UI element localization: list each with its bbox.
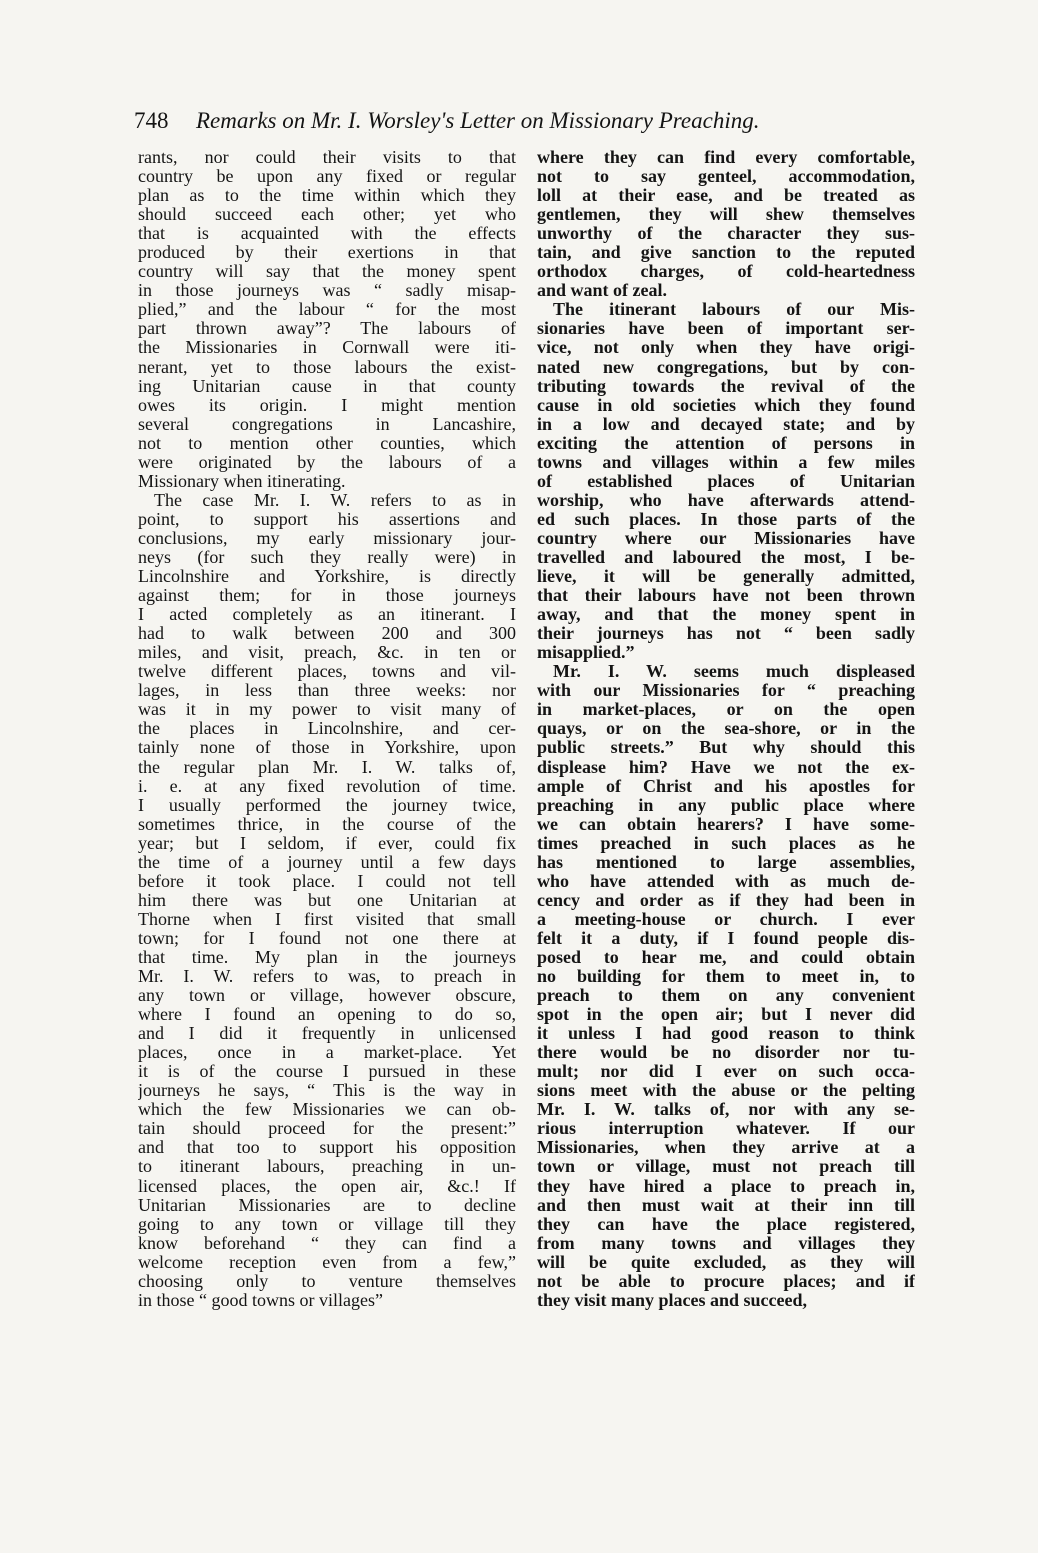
text-line: of established places of Unitarian	[537, 471, 915, 491]
text-line: I usually performed the journey twice,	[138, 795, 516, 815]
text-line: sometimes thrice, in the course of the	[138, 814, 516, 834]
text-line: displease him? Have we not the ex-	[537, 757, 915, 777]
text-line: and I did it frequently in unlicensed	[138, 1024, 516, 1044]
text-line: vice, not only when they have origi-	[537, 338, 915, 358]
text-line: posed to hear me, and could obtain	[537, 947, 915, 967]
text-line: the time of a journey until a few days	[138, 852, 516, 872]
text-line: country be upon any fixed or regular	[138, 167, 516, 187]
text-line: that their labours have not been thrown	[537, 586, 915, 606]
text-line: i. e. at any fixed revolution of time.	[138, 776, 516, 796]
text-line: against them; for in those journeys	[138, 586, 516, 606]
text-line: rious interruption whatever. If our	[537, 1119, 915, 1139]
text-line: not be able to procure places; and if	[537, 1271, 915, 1291]
text-line: part thrown away”? The labours of	[138, 319, 516, 339]
text-line: towns and villages within a few miles	[537, 452, 915, 472]
text-line: ing Unitarian cause in that county	[138, 376, 516, 396]
text-line: Mr. I. W. refers to was, to preach in	[138, 967, 516, 987]
text-line: produced by their exertions in that	[138, 243, 516, 263]
text-line: preach to them on any convenient	[537, 986, 915, 1006]
text-line: was it in my power to visit many of	[138, 700, 516, 720]
text-line: and that too to support his opposition	[138, 1138, 516, 1158]
text-line: country where our Missionaries have	[537, 528, 915, 548]
text-line: Mr. I. W. seems much displeased	[553, 662, 915, 682]
text-line: ample of Christ and his apostles for	[537, 776, 915, 796]
text-line: Thorne when I first visited that small	[138, 909, 516, 929]
running-head	[134, 106, 914, 136]
text-line: where I found an opening to do so,	[138, 1005, 516, 1025]
text-line: to itinerant labours, preaching in un-	[138, 1157, 516, 1177]
text-line: rants, nor could their visits to that	[138, 148, 516, 167]
text-line: from many towns and villages they	[537, 1233, 915, 1253]
text-line: which the few Missionaries we can ob-	[138, 1100, 516, 1120]
text-line: cency and order as if they had been in	[537, 890, 915, 910]
text-line: times preached in such places as he	[537, 833, 915, 853]
text-line: nated new congregations, but by con-	[537, 357, 915, 377]
text-line: any town or village, however obscure,	[138, 986, 516, 1006]
text-line: tributing towards the revival of the	[537, 376, 915, 396]
text-line: not to say genteel, accommodation,	[537, 167, 915, 187]
text-line: sionaries have been of important ser-	[537, 319, 915, 339]
text-line: it unless I had good reason to think	[537, 1024, 915, 1044]
text-line: public streets.” But why should this	[537, 738, 915, 758]
text-line: before it took place. I could not tell	[138, 871, 516, 891]
text-line: town; for I found not one there at	[138, 928, 516, 948]
text-line: felt it a duty, if I found people dis-	[537, 928, 915, 948]
text-line: quays, or on the sea-shore, or in the	[537, 719, 915, 739]
text-line: not to mention other counties, which	[138, 433, 516, 453]
text-line: the regular plan Mr. I. W. talks of,	[138, 757, 516, 777]
text-line: places, once in a market-place. Yet	[138, 1043, 516, 1063]
text-line: in market-places, or on the open	[537, 700, 915, 720]
text-line: they can have the place registered,	[537, 1214, 915, 1234]
text-line: country will say that the money spent	[138, 262, 516, 282]
text-line: mult; nor did I ever on such occa-	[537, 1062, 915, 1082]
text-line: with our Missionaries for “ preaching	[537, 681, 915, 701]
text-line: a meeting-house or church. I ever	[537, 909, 915, 929]
text-line: Lincolnshire and Yorkshire, is directly	[138, 567, 516, 587]
text-line: miles, and visit, preach, &c. in ten or	[138, 643, 516, 663]
text-line: in those “ good towns or villages”	[138, 1290, 383, 1310]
text-line: Missionaries, when they arrive at a	[537, 1138, 915, 1158]
text-line: had to walk between 200 and 300	[138, 624, 516, 644]
text-line: worship, who have afterwards attend-	[537, 490, 915, 510]
text-line: lages, in less than three weeks: nor	[138, 681, 516, 701]
text-line: spot in the open air; but I never did	[537, 1005, 915, 1025]
running-title: Remarks on Mr. I. Worsley's Letter on Missionary Preaching.	[196, 108, 760, 133]
text-line: town or village, must not preach till	[537, 1157, 915, 1177]
text-line: several congregations in Lancashire,	[138, 414, 516, 434]
text-line: lieve, it will be generally admitted,	[537, 567, 915, 587]
right-column	[537, 148, 915, 1310]
text-line: gentlemen, they will shew themselves	[537, 205, 915, 225]
text-line: preaching in any public place where	[537, 795, 915, 815]
text-line: orthodox charges, of cold-heartedness	[537, 262, 915, 282]
text-line: ed such places. In those parts of the	[537, 509, 915, 529]
text-line: twelve different places, towns and vil-	[138, 662, 516, 682]
text-line: has mentioned to large assemblies,	[537, 852, 915, 872]
text-line: should succeed each other; yet who	[138, 205, 516, 225]
text-line: plied,” and the labour “ for the most	[138, 300, 516, 320]
text-line: there would be no disorder nor tu-	[537, 1043, 915, 1063]
text-line: the Missionaries in Cornwall were iti-	[138, 338, 516, 358]
text-line: tain should proceed for the present:”	[138, 1119, 516, 1139]
text-line: know beforehand “ they can find a	[138, 1233, 516, 1253]
text-line: were originated by the labours of a	[138, 452, 516, 472]
text-line: point, to support his assertions and	[138, 509, 516, 529]
text-line: where they can find every comfortable,	[537, 148, 915, 167]
text-line: misapplied.”	[537, 643, 635, 663]
text-line: in a low and decayed state; and by	[537, 414, 915, 434]
text-line: and then must wait at their inn till	[537, 1195, 915, 1215]
text-line: licensed places, the open air, &c.! If	[138, 1176, 516, 1196]
text-line: sions meet with the abuse or the pelting	[537, 1081, 915, 1101]
text-line: we can obtain hearers? I have some-	[537, 814, 915, 834]
text-line: journeys he says, “ This is the way in	[138, 1081, 516, 1101]
text-line: year; but I seldom, if ever, could fix	[138, 833, 516, 853]
text-line: no building for them to meet in, to	[537, 967, 915, 987]
text-line: in those journeys was “ sadly misap-	[138, 281, 516, 301]
text-line: tainly none of those in Yorkshire, upon	[138, 738, 516, 758]
text-line: cause in old societies which they found	[537, 395, 915, 415]
text-line: The case Mr. I. W. refers to as in	[154, 490, 516, 510]
left-column	[138, 148, 516, 1310]
text-line: it is of the course I pursued in these	[138, 1062, 516, 1082]
text-line: Unitarian Missionaries are to decline	[138, 1195, 516, 1215]
text-line: exciting the attention of persons in	[537, 433, 915, 453]
text-line: tain, and give sanction to the reputed	[537, 243, 915, 263]
text-line: will be quite excluded, as they will	[537, 1252, 915, 1272]
text-line: welcome reception even from a few,”	[138, 1252, 516, 1272]
text-line: the places in Lincolnshire, and cer-	[138, 719, 516, 739]
text-line: choosing only to venture themselves	[138, 1271, 516, 1291]
text-line: The itinerant labours of our Mis-	[553, 300, 915, 320]
text-line: conclusions, my early missionary jour-	[138, 528, 516, 548]
text-line: travelled and laboured the most, I be-	[537, 547, 915, 567]
text-line: that is acquainted with the effects	[138, 224, 516, 244]
text-line: neys (for such they really were) in	[138, 547, 516, 567]
text-line: they visit many places and succeed,	[537, 1290, 807, 1310]
text-line: unworthy of the character they sus-	[537, 224, 915, 244]
text-line: going to any town or village till they	[138, 1214, 516, 1234]
text-line: their journeys has not “ been sadly	[537, 624, 915, 644]
text-line: him there was but one Unitarian at	[138, 890, 516, 910]
page-number: 748	[134, 108, 169, 133]
text-line: and want of zeal.	[537, 281, 667, 301]
text-line: owes its origin. I might mention	[138, 395, 516, 415]
text-line: loll at their ease, and be treated as	[537, 186, 915, 206]
text-line: Missionary when itinerating.	[138, 471, 346, 491]
text-line: they have hired a place to preach in,	[537, 1176, 915, 1196]
text-line: away, and that the money spent in	[537, 605, 915, 625]
text-line: that time. My plan in the journeys	[138, 947, 516, 967]
text-line: who have attended with as much de-	[537, 871, 915, 891]
text-line: nerant, yet to those labours the exist-	[138, 357, 516, 377]
text-line: I acted completely as an itinerant. I	[138, 605, 516, 625]
text-line: plan as to the time within which they	[138, 186, 516, 206]
text-line: Mr. I. W. talks of, nor with any se-	[537, 1100, 915, 1120]
